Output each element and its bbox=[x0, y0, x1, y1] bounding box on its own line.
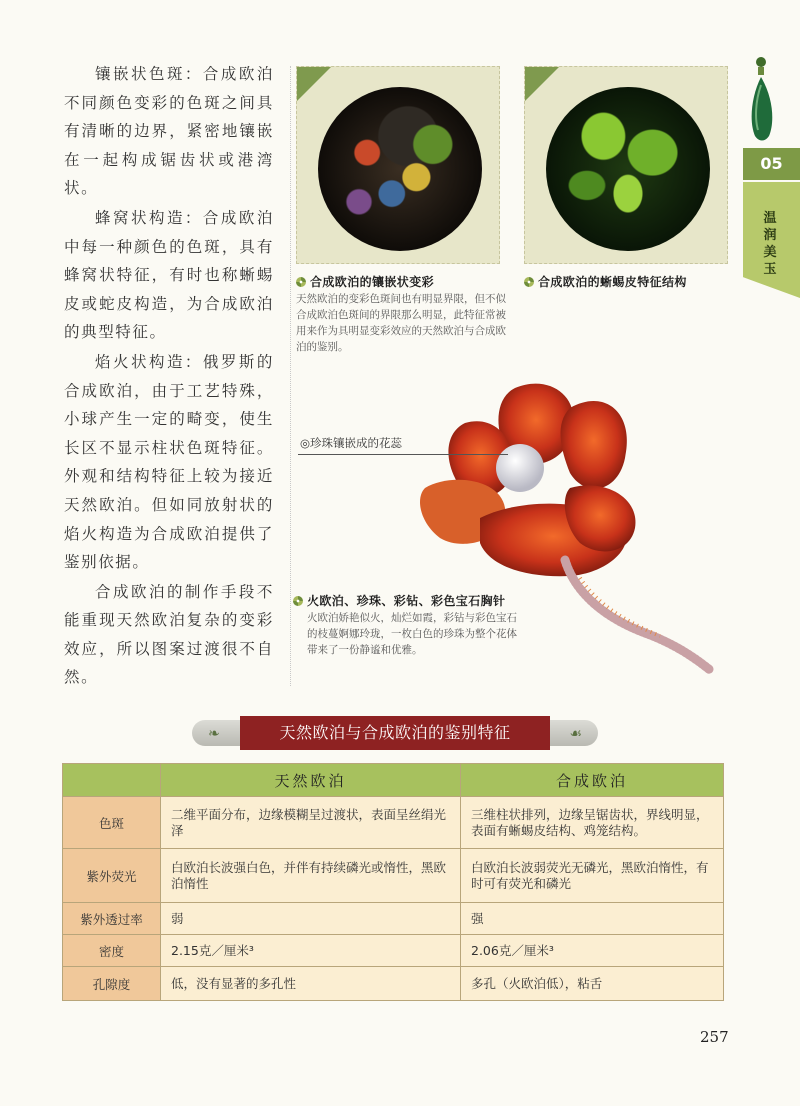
column-divider bbox=[290, 66, 291, 686]
pearl-callout-line bbox=[298, 454, 508, 455]
row-label: 色斑 bbox=[63, 797, 161, 849]
opal-disc-mosaic bbox=[318, 87, 482, 251]
row-label: 紫外透过率 bbox=[63, 903, 161, 935]
section-title: 天然欧泊与合成欧泊的鉴别特征 bbox=[240, 716, 550, 750]
jade-pendant-icon bbox=[743, 52, 800, 144]
caption-fig1-body: 天然欧泊的变彩色斑间也有明显界限，但不似合成欧泊色斑间的界限那么明显，此特征常被用来作为具明显变彩效应的天然欧泊与合成欧泊的鉴别。 bbox=[296, 293, 506, 353]
table-row bbox=[63, 849, 724, 903]
paragraph-mosaic: 镶嵌状色斑：合成欧泊不同颜色变彩的色斑之间具有清晰的边界，紧密地镶嵌在一起构成锯齿状或港湾状。 bbox=[64, 65, 274, 198]
caption-fig1 bbox=[296, 273, 506, 355]
caption-fig1-title: 合成欧泊的镶嵌状变彩 bbox=[310, 275, 435, 289]
table-row bbox=[63, 935, 724, 967]
photo-lizard-skin-structure bbox=[524, 66, 728, 264]
cell-natural: 低，没有显著的多孔性 bbox=[161, 967, 461, 1001]
caption-fig2 bbox=[524, 273, 734, 290]
header-synthetic: 合成欧泊 bbox=[461, 764, 724, 797]
scroll-ornament-icon: ☙ bbox=[569, 726, 582, 742]
table-row bbox=[63, 903, 724, 935]
identification-table bbox=[62, 763, 724, 1001]
scroll-ornament-icon: ❧ bbox=[208, 726, 220, 742]
row-label: 紫外荧光 bbox=[63, 849, 161, 903]
brooch-petal bbox=[561, 401, 627, 489]
cell-natural: 弱 bbox=[161, 903, 461, 935]
table-header-row bbox=[63, 764, 724, 797]
paragraph-conclusion: 合成欧泊的制作手段不能重现天然欧泊复杂的变彩效应，所以图案过渡很不自然。 bbox=[64, 582, 274, 687]
cell-synthetic: 白欧泊长波弱荧光无磷光，黑欧泊惰性，有时可有荧光和磷光 bbox=[461, 849, 724, 903]
cell-natural: 白欧泊长波强白色，并伴有持续磷光或惰性，黑欧泊惰性 bbox=[161, 849, 461, 903]
flower-bullet-icon bbox=[524, 277, 534, 287]
chapter-title: 温润美玉 bbox=[763, 211, 777, 277]
photo-mosaic-play-of-color bbox=[296, 66, 500, 264]
caption-fig3-body: 火欧泊娇艳似火，灿烂如霞，彩钻与彩色宝石的枝蔓婀娜玲珑，一枚白色的珍珠为整个花体带来了一份静谧和优雅。 bbox=[307, 612, 517, 656]
caption-fig3-title: 火欧泊、珍珠、彩钻、彩色宝石胸针 bbox=[307, 594, 506, 608]
opal-disc-lizard bbox=[546, 87, 710, 251]
row-label: 孔隙度 bbox=[63, 967, 161, 1001]
cell-synthetic: 强 bbox=[461, 903, 724, 935]
section-banner bbox=[192, 716, 598, 750]
flower-bullet-icon bbox=[293, 596, 303, 606]
cell-natural: 二维平面分布，边缘模糊呈过渡状，表面呈丝绢光泽 bbox=[161, 797, 461, 849]
header-corner bbox=[63, 764, 161, 797]
frame-corner bbox=[525, 67, 559, 101]
paragraph-firework: 焰火状构造：俄罗斯的合成欧泊，由于工艺特殊，小球产生一定的畸变，使生长区不显示柱状色斑特征。外观和结构特征上较为接近天然欧泊。但如同放射状的焰火构造为合成欧泊提供了鉴别依据。 bbox=[64, 352, 274, 572]
page-number: 257 bbox=[700, 1028, 729, 1046]
chapter-number: 05 bbox=[743, 148, 800, 180]
flower-bullet-icon bbox=[296, 277, 306, 287]
body-text bbox=[64, 60, 274, 693]
frame-corner bbox=[297, 67, 331, 101]
table-row bbox=[63, 797, 724, 849]
table-row bbox=[63, 967, 724, 1001]
cell-synthetic: 2.06克／厘米³ bbox=[461, 935, 724, 967]
cell-synthetic: 多孔（火欧泊低），粘舌 bbox=[461, 967, 724, 1001]
pearl-center bbox=[496, 444, 544, 492]
caption-fig3 bbox=[293, 592, 518, 658]
brooch-stem bbox=[565, 560, 710, 670]
header-natural: 天然欧泊 bbox=[161, 764, 461, 797]
cell-natural: 2.15克／厘米³ bbox=[161, 935, 461, 967]
caption-fig2-title: 合成欧泊的蜥蜴皮特征结构 bbox=[538, 275, 687, 289]
pearl-callout-label: ◎珍珠镶嵌成的花蕊 bbox=[300, 436, 403, 450]
row-label: 密度 bbox=[63, 935, 161, 967]
cell-synthetic: 三维柱状排列，边缘呈锯齿状，界线明显，表面有蜥蜴皮结构、鸡笼结构。 bbox=[461, 797, 724, 849]
paragraph-honeycomb: 蜂窝状构造：合成欧泊中每一种颜色的色斑，具有蜂窝状特征，有时也称蜥蜴皮或蛇皮构造，为合成欧泊的典型特征。 bbox=[64, 208, 274, 342]
